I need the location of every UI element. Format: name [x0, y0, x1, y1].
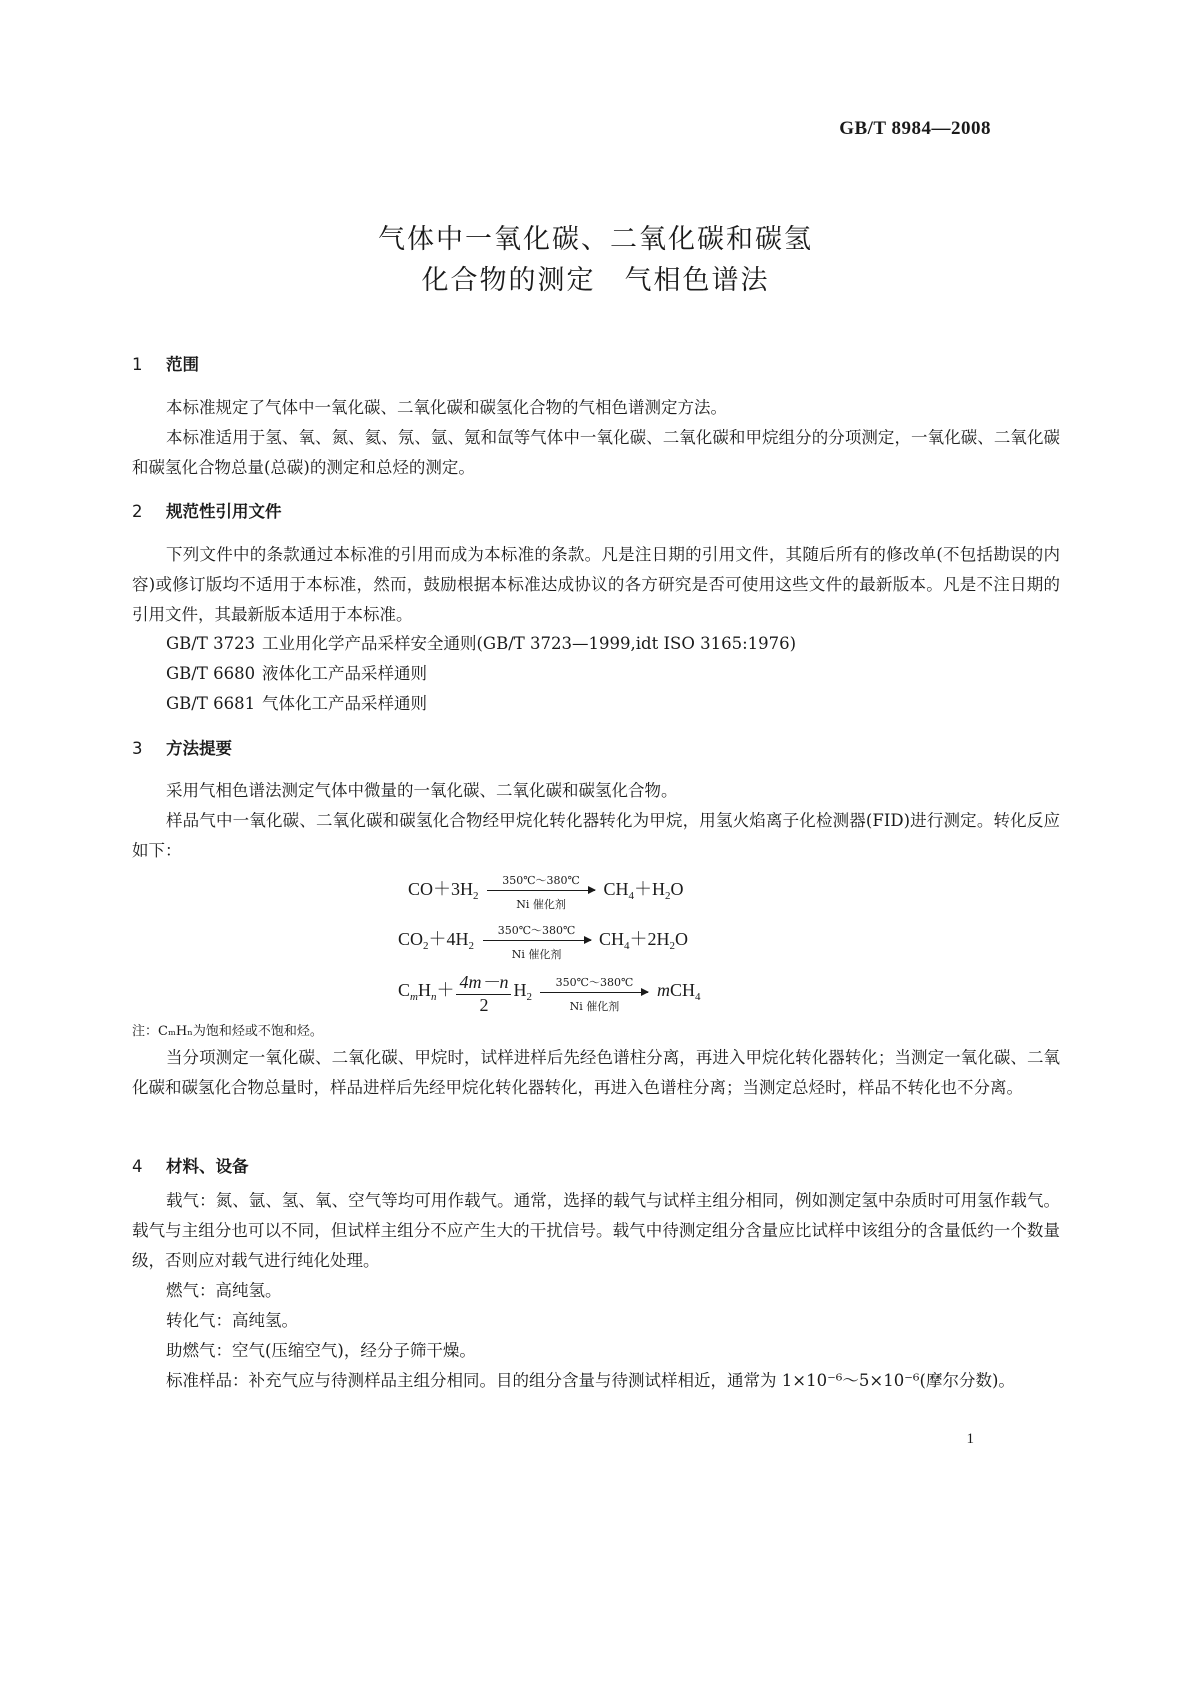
eq-term: O	[675, 929, 689, 949]
eq-subscript: 2	[526, 991, 532, 1004]
eq-subscript: 4	[628, 890, 635, 902]
reference-item	[166, 690, 427, 714]
eq-term: CO＋3H	[408, 879, 474, 899]
eq-term: CH	[603, 879, 629, 899]
section-title: 方法提要	[166, 739, 232, 758]
eq-term: C	[398, 980, 411, 1001]
section-number: 3	[132, 739, 143, 758]
eq-term: ＋4H	[428, 929, 469, 949]
reaction-condition-temperature: 350℃～380℃	[497, 924, 576, 938]
eq-subscript: 2	[669, 940, 676, 952]
reaction-condition-catalyst: Ni 催化剂	[516, 898, 566, 912]
reaction-arrow	[487, 874, 595, 912]
eq-subscript: 2	[665, 890, 671, 902]
eq-fraction	[456, 968, 511, 1016]
reference-code: GB/T 6681	[166, 694, 256, 713]
section-3-paragraph-3: 当分项测定一氧化碳、二氧化碳、甲烷时，试样进样后先经色谱柱分离，再进入甲烷化转化器转化；当测定一氧化碳、二氧化碳和碳氢化合物总量时，样品进样后先经甲烷化转化器转化，再进入色谱柱分离；当测定总烃时，样品不转化也不分离。	[132, 1048, 1060, 1097]
section-4-paragraph-4: 助燃气：空气(压缩空气)，经分子筛干燥。	[166, 1341, 476, 1360]
eq-term: ＋H	[634, 879, 666, 899]
section-3-paragraph-2: 样品气中一氧化碳、二氧化碳和碳氢化合物经甲烷化转化器转化为甲烷，用氢火焰离子化检测器(FID)进行测定。转化反应如下：	[132, 811, 1060, 860]
section-1-paragraph-2: 本标准适用于氢、氧、氮、氦、氖、氩、氪和氙等气体中一氧化碳、二氧化碳和甲烷组分的分项测定，一氧化碳、二氧化碳和碳氢化合物总量(总碳)的测定和总烃的测定。	[132, 428, 1060, 477]
document-title-line-1: 气体中一氧化碳、二氧化碳和碳氢	[378, 224, 813, 255]
eq-term: O	[670, 879, 684, 899]
eq-subscript: 2	[423, 940, 429, 952]
reference-code: GB/T 6680	[166, 664, 256, 683]
reference-item	[166, 660, 427, 684]
reaction-arrow	[483, 924, 591, 962]
section-4-paragraph-3: 转化气：高纯氢。	[166, 1311, 298, 1330]
document-title-line-2: 化合物的测定 气相色谱法	[421, 265, 770, 296]
section-3-heading	[132, 735, 232, 759]
eq-term: m	[656, 980, 670, 1001]
eq-subscript: m	[410, 991, 418, 1004]
reference-code: GB/T 3723	[166, 634, 256, 653]
page-number: 1	[966, 1431, 974, 1447]
reaction-arrow	[540, 975, 648, 1013]
equation-note: 注：CₘHₙ为饱和烃或不饱和烃。	[132, 1024, 323, 1039]
reference-title: 工业用化学产品采样安全通则(GB/T 3723—1999,idt ISO 3165:1976)	[262, 634, 797, 653]
section-title: 规范性引用文件	[166, 502, 282, 521]
reaction-equation-1	[408, 874, 684, 912]
section-number: 1	[132, 355, 143, 374]
section-4-heading	[132, 1153, 249, 1177]
section-1-heading	[132, 351, 199, 375]
reaction-condition-temperature: 350℃～380℃	[555, 975, 634, 989]
eq-term: CH	[599, 929, 625, 949]
eq-term: ＋2H	[629, 929, 670, 949]
reference-title: 液体化工产品采样通则	[262, 664, 427, 683]
reference-item	[166, 630, 796, 654]
section-2-paragraph-1: 下列文件中的条款通过本标准的引用而成为本标准的条款。凡是注日期的引用文件，其随后所有的修改单(不包括勘误的内容)或修订版均不适用于本标准，然而，鼓励根据本标准达成协议的各方研究是否可使用这些文件的最新版本。凡是不注日期的引用文件，其最新版本适用于本标准。	[132, 545, 1060, 624]
section-4-paragraph-1: 载气：氮、氩、氢、氧、空气等均可用作载气。通常，选择的载气与试样主组分相同，例如测定氢中杂质时可用氢作载气。载气与主组分也可以不同，但试样主组分不应产生大的干扰信号。载气中待测定组分含量应比试样中该组分的含量低约一个数量级，否则应对载气进行纯化处理。	[132, 1191, 1060, 1270]
reaction-equation-2	[398, 924, 689, 962]
section-title: 材料、设备	[166, 1157, 249, 1176]
section-title: 范围	[166, 355, 199, 374]
section-3-paragraph-1: 采用气相色谱法测定气体中微量的一氧化碳、二氧化碳和碳氢化合物。	[166, 781, 678, 800]
section-number: 2	[132, 502, 143, 521]
eq-subscript: 4	[694, 991, 701, 1004]
reaction-equation-3	[398, 968, 700, 1016]
eq-term: CO	[398, 929, 424, 949]
section-1-paragraph-1: 本标准规定了气体中一氧化碳、二氧化碳和碳氢化合物的气相色谱测定方法。	[166, 398, 727, 417]
reaction-condition-temperature: 350℃～380℃	[502, 874, 580, 888]
eq-term: CH	[669, 980, 695, 1001]
reaction-condition-catalyst: Ni 催化剂	[511, 948, 562, 962]
eq-subscript: 4	[624, 940, 630, 952]
eq-term: ＋	[436, 980, 455, 1001]
fraction-numerator: 4m－n	[456, 968, 511, 995]
reaction-condition-catalyst: Ni 催化剂	[569, 999, 620, 1013]
eq-subscript: 2	[468, 940, 475, 952]
section-number: 4	[132, 1157, 143, 1176]
reference-title: 气体化工产品采样通则	[262, 694, 427, 713]
document-code: GB/T 8984—2008	[839, 118, 991, 139]
eq-subscript: n	[430, 991, 437, 1004]
fraction-denominator: 2	[479, 995, 489, 1015]
section-4-paragraph-5: 标准样品：补充气应与待测样品主组分相同。目的组分含量与待测试样相近，通常为 1×10⁻⁶～5×10⁻⁶(摩尔分数)。	[166, 1371, 1015, 1390]
section-2-heading	[132, 498, 282, 522]
eq-subscript: 2	[473, 890, 479, 902]
eq-term: H	[417, 980, 431, 1001]
eq-term: H	[513, 980, 527, 1001]
section-4-paragraph-2: 燃气：高纯氢。	[166, 1281, 282, 1300]
